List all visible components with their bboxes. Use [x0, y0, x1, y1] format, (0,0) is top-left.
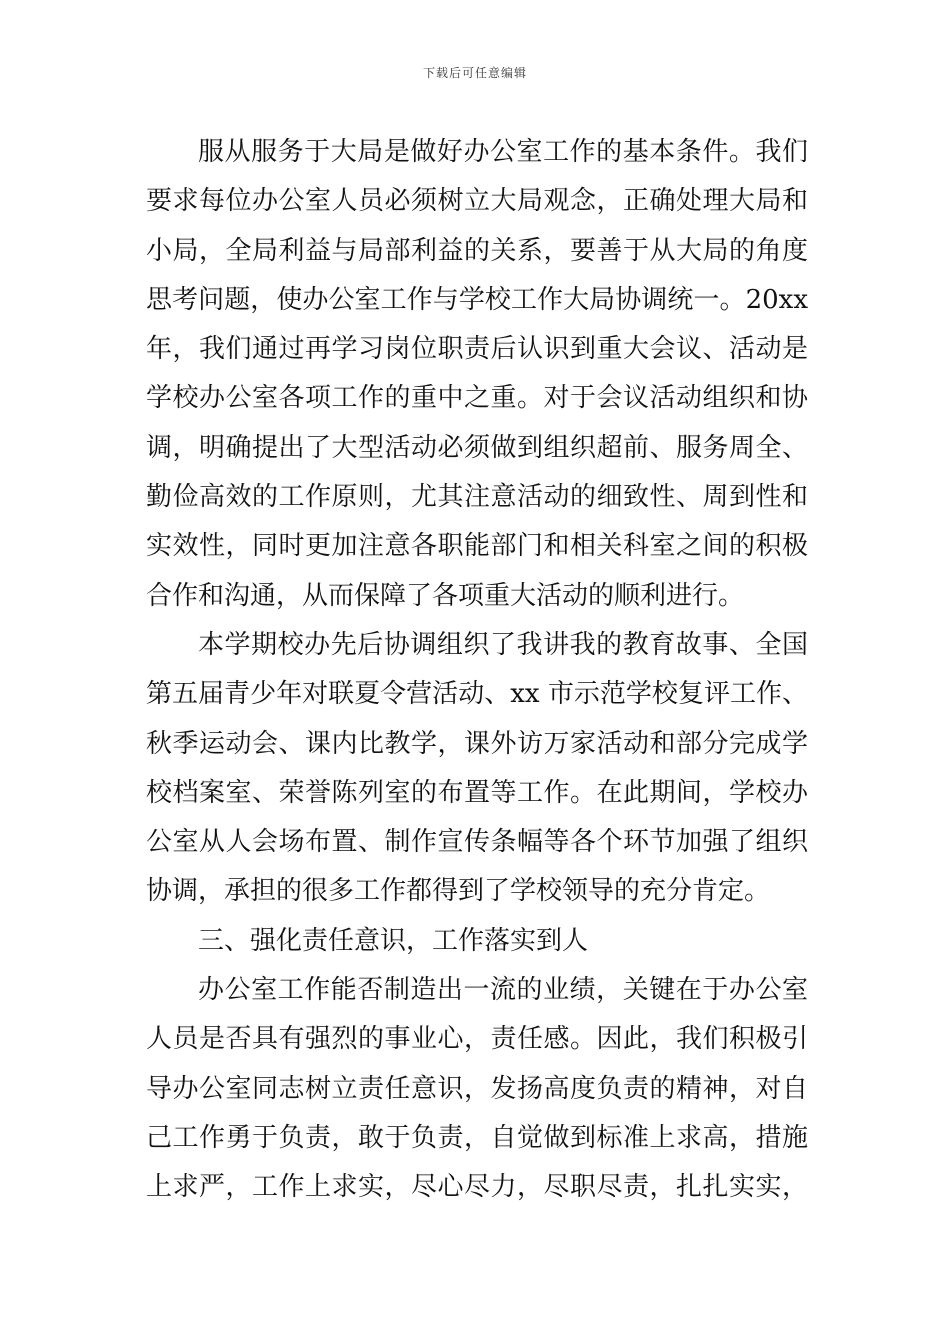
text-line: 己工作勇于负责，敢于负责，自觉做到标准上求高，措施 [146, 1122, 808, 1153]
section-heading: 三、强化责任意识，工作落实到人 [198, 925, 589, 956]
text-line: 实效性，同时更加注意各职能部门和相关科室之间的积极 [146, 531, 808, 562]
text-line: 小局，全局利益与局部利益的关系，要善于从大局的角度 [146, 235, 808, 266]
text-line: 秋季运动会、课内比教学，课外访万家活动和部分完成学 [146, 728, 808, 759]
text-line: 勤俭高效的工作原则，尤其注意活动的细致性、周到性和 [146, 482, 808, 513]
text-line: 办公室工作能否制造出一流的业绩，关键在于办公室 [198, 975, 808, 1006]
page-header-note: 下载后可任意编辑 [422, 66, 527, 80]
document-body [146, 128, 808, 1213]
text-line: 学校办公室各项工作的重中之重。对于会议活动组织和协 [146, 383, 808, 414]
text-line: 要求每位办公室人员必须树立大局观念，正确处理大局和 [146, 186, 808, 217]
text-line: 第五届青少年对联夏令营活动、xx 市示范学校复评工作、 [146, 679, 808, 710]
text-line: 合作和沟通，从而保障了各项重大活动的顺利进行。 [146, 580, 745, 611]
text-line: 上求严，工作上求实，尽心尽力，尽职尽责，扎扎实实， [146, 1172, 808, 1203]
text-line: 人员是否具有强烈的事业心，责任感。因此，我们积极引 [146, 1024, 808, 1055]
text-line: 服从服务于大局是做好办公室工作的基本条件。我们 [198, 137, 808, 167]
text-line: 公室从人会场布置、制作宣传条幅等各个环节加强了组织 [146, 827, 808, 858]
text-line: 思考问题，使办公室工作与学校工作大局协调统一。20xx [146, 284, 808, 315]
text-line: 协调，承担的很多工作都得到了学校领导的充分肯定。 [146, 876, 771, 907]
text-line: 年，我们通过再学习岗位职责后认识到重大会议、活动是 [146, 334, 808, 365]
text-line: 调，明确提出了大型活动必须做到组织超前、服务周全、 [146, 432, 808, 463]
text-line: 本学期校办先后协调组织了我讲我的教育故事、全国 [198, 629, 808, 660]
text-line: 校档案室、荣誉陈列室的布置等工作。在此期间，学校办 [146, 777, 808, 808]
text-line: 导办公室同志树立责任意识，发扬高度负责的精神，对自 [146, 1073, 808, 1104]
